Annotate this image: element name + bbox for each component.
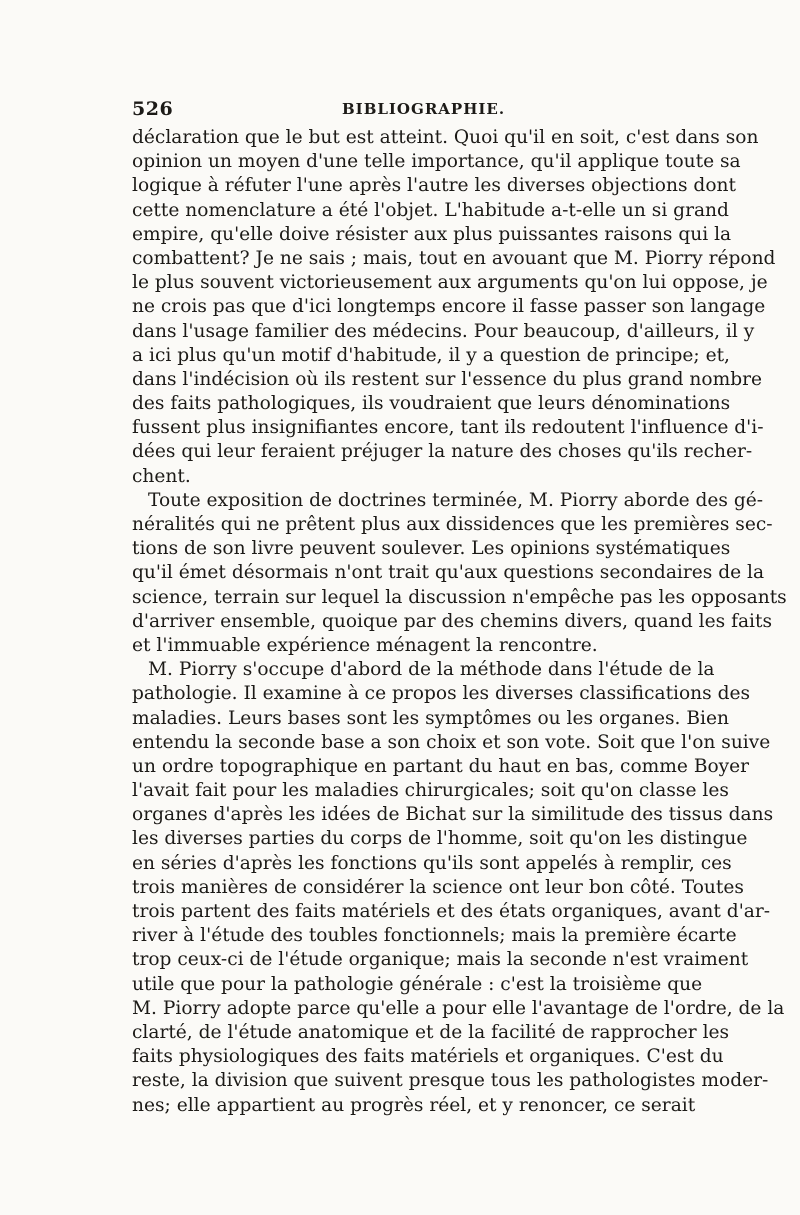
paragraph (132, 126, 776, 489)
text-line: dans l'usage familier des médecins. Pour beaucoup, d'ailleurs, il y (132, 320, 755, 342)
text-line: Toute exposition de doctrines terminée, M. Piorry aborde des gé- (148, 489, 764, 511)
text-line: utile que pour la pathologie générale : c'est la troisième que (132, 973, 703, 995)
text-line: chent. (132, 465, 191, 487)
running-title: BIBLIOGRAPHIE. (342, 100, 506, 118)
text-line: dans l'indécision où ils restent sur l'essence du plus grand nombre (132, 368, 763, 390)
text-line: cette nomenclature a été l'objet. L'habitude a-t-elle un si grand (132, 199, 729, 221)
text-line: pathologie. Il examine à ce propos les diverses classifications des (132, 683, 751, 705)
text-line: déclaration que le but est atteint. Quoi qu'il en soit, c'est dans son (132, 127, 759, 148)
text-line: nes; elle appartient au progrès réel, et y renoncer, ce serait (132, 1094, 696, 1116)
text-line: trois partent des faits matériels et des états organiques, avant d'ar- (132, 901, 771, 922)
text-line: combattent? Je ne sais ; mais, tout en avouant que M. Piorry répond (132, 247, 776, 269)
text-line: M. Piorry s'occupe d'abord de la méthode dans l'étude de la (148, 659, 715, 681)
text-line: fussent plus insignifiantes encore, tant ils redoutent l'influence d'i- (132, 417, 764, 439)
body-text (132, 126, 787, 1118)
text-line: qu'il émet désormais n'ont trait qu'aux questions secondaires de la (132, 562, 765, 584)
text-line: d'arriver ensemble, quoique par des chemins divers, quand les faits (132, 610, 773, 632)
text-line: M. Piorry adopte parce qu'elle a pour elle l'avantage de l'ordre, de la (132, 997, 785, 1019)
text-line: néralités qui ne prêtent plus aux dissidences que les premières sec- (132, 514, 773, 535)
text-line: maladies. Leurs bases sont les symptômes ou les organes. Bien (132, 707, 729, 729)
text-line: logique à réfuter l'une après l'autre les diverses objections dont (132, 175, 736, 197)
text-line: les diverses parties du corps de l'homme, soit qu'on les distingue (132, 828, 748, 850)
text-line: empire, qu'elle doive résister aux plus puissantes raisons qui la (132, 223, 732, 245)
text-line: a ici plus qu'un motif d'habitude, il y a question de principe; et, (132, 344, 730, 366)
text-line: organes d'après les idées de Bichat sur la similitude des tissus dans (132, 804, 774, 826)
text-line: reste, la division que suivent presque tous les pathologistes moder- (132, 1070, 769, 1092)
text-line: dées qui leur feraient préjuger la nature des choses qu'ils recher- (132, 441, 753, 463)
text-line: l'avait fait pour les maladies chirurgicales; soit qu'on classe les (132, 780, 729, 802)
text-line: river à l'étude des toubles fonctionnels; mais la première écarte (132, 925, 737, 947)
running-head (132, 98, 672, 126)
text-line: faits physiologiques des faits matériels et organiques. C'est du (132, 1046, 724, 1068)
page-number: 526 (132, 98, 174, 120)
text-line: entendu la seconde base a son choix et son vote. Soit que l'on suive (132, 731, 771, 753)
text-line: trois manières de considérer la science ont leur bon côté. Toutes (132, 876, 744, 898)
text-line: des faits pathologiques, ils voudraient que leurs dénominations (132, 393, 731, 415)
text-line: clarté, de l'étude anatomique et de la facilité de rapprocher les (132, 1021, 730, 1043)
text-line: en séries d'après les fonctions qu'ils sont appelés à remplir, ces (132, 852, 732, 874)
text-line: un ordre topographique en partant du haut en bas, comme Boyer (132, 755, 750, 777)
text-line: le plus souvent victorieusement aux arguments qu'on lui oppose, je (132, 272, 768, 294)
text-line: tions de son livre peuvent soulever. Les opinions systématiques (132, 538, 731, 560)
paragraph (132, 658, 785, 1118)
text-line: opinion un moyen d'une telle importance, qu'il applique toute sa (132, 151, 741, 173)
text-line: et l'immuable expérience ménagent la rencontre. (132, 634, 598, 656)
text-line: trop ceux-ci de l'étude organique; mais la seconde n'est vraiment (132, 949, 749, 971)
text-line: ne crois pas que d'ici longtemps encore il fasse passer son langage (132, 296, 766, 318)
paragraph (132, 489, 787, 658)
text-line: science, terrain sur lequel la discussion n'empêche pas les opposants (132, 586, 787, 608)
